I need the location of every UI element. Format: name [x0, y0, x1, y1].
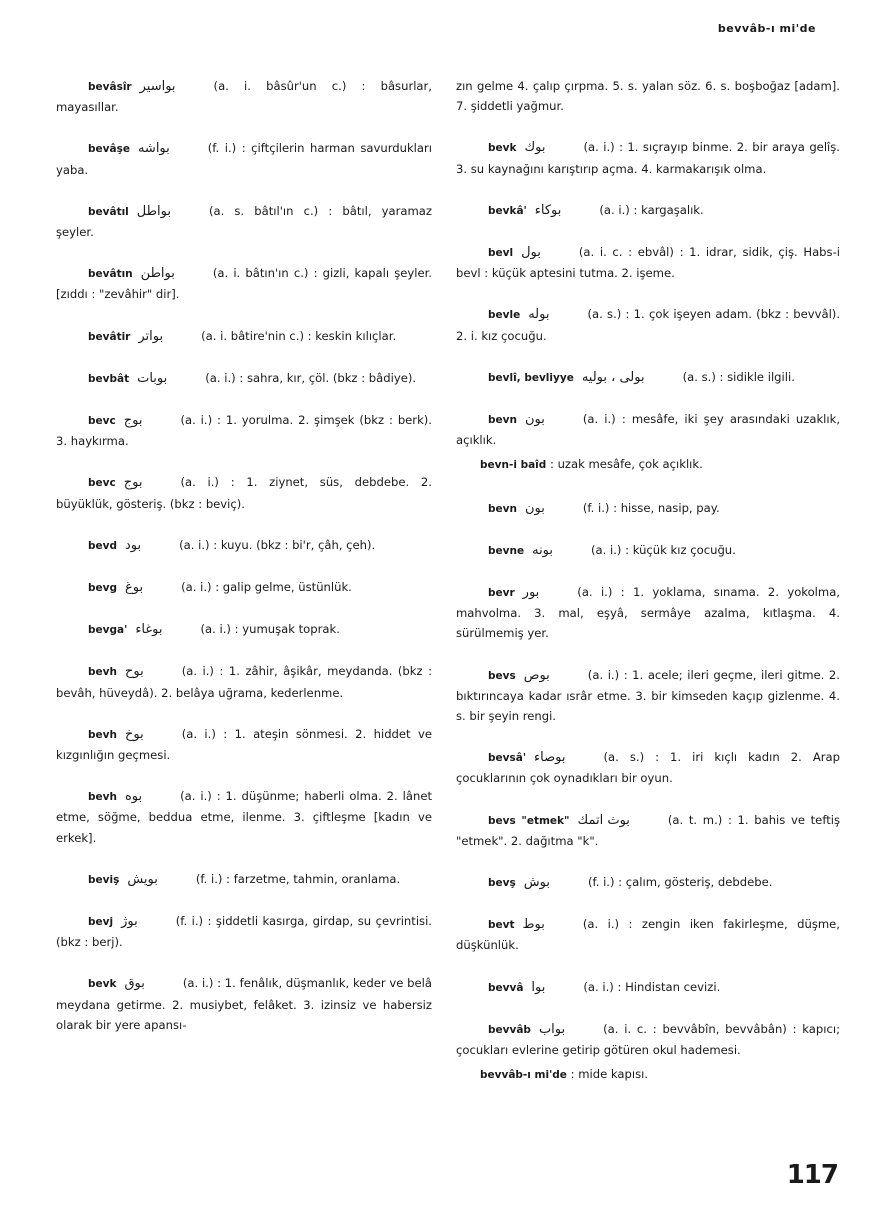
entry-headword: bevk [88, 978, 117, 991]
entry-definition: (a. i.) : 1. düşünme; haberli olma. 2. lânet etme, söğme, beddua etme, ilenme. 3. çiftleşme [kadın ve erkek]. [56, 789, 432, 845]
entry-arabic-script: بوث اتمك [577, 812, 630, 828]
entry-headword: bevlî, bevliyye [488, 371, 574, 384]
entry-headword: bevr [488, 587, 515, 600]
left-column [56, 76, 432, 1056]
entry-arabic-script: بوح [124, 664, 144, 680]
entry-headword: bevvâb-ı mi'de [480, 1069, 567, 1082]
dictionary-entry [456, 582, 840, 644]
entry-headword: bevle [488, 309, 521, 322]
entry-arabic-script: بور [522, 585, 540, 601]
entry-headword: beviş [88, 873, 120, 886]
entry-arabic-script: بوج [123, 475, 143, 491]
dictionary-entry [456, 367, 840, 388]
entry-headword: bevj [88, 916, 114, 929]
entry-headword: bevâtın [88, 268, 133, 281]
dictionary-entry [456, 977, 840, 998]
entry-arabic-script: بول [521, 245, 541, 261]
entry-definition: (a. i.) : 1. ateşin sönmesi. 2. hiddet ve kızgınlığın geçmesi. [56, 726, 432, 763]
entry-headword: bevs [488, 669, 516, 682]
dictionary-entry [56, 724, 432, 765]
entry-headword: bevvâ [488, 981, 524, 994]
entry-headword: bevn [488, 414, 517, 427]
entry-definition: : uzak mesâfe, çok açıklık. [549, 457, 703, 472]
entry-definition: (a. t. m.) : 1. bahis ve teftiş "etmek". 2. dağıtma "k". [456, 812, 840, 848]
entry-arabic-script: بود [125, 537, 142, 553]
entry-definition: (a. i.) : mesâfe, iki şey arasındaki uzaklık, açıklık. [456, 412, 840, 448]
dictionary-entry [56, 410, 432, 451]
page-number: 117 [786, 1160, 838, 1190]
entry-arabic-script: بولى ، بوليه [581, 369, 645, 385]
dictionary-entry [456, 242, 840, 283]
entry-definition: (a. i.) : 1. acele; ileri geçme, ileri gitme. 2. bıktırıncaya kadar ısrâr etme. 3. bir kimseden kaçıp gizlenme. 4. s. bir şeyin rengi. [456, 667, 840, 724]
entry-arabic-script: بواب [538, 1021, 566, 1037]
dictionary-entry [456, 498, 840, 519]
dictionary-entry [456, 747, 840, 788]
dictionary-entry [56, 263, 432, 304]
entry-arabic-script: بونه [532, 542, 554, 558]
entry-headword: bevs "etmek" [488, 814, 570, 827]
entry-headword: bevvâb [488, 1023, 531, 1036]
entry-arabic-script: بون [524, 500, 545, 516]
dictionary-entry [56, 911, 432, 952]
dictionary-entry [56, 472, 432, 513]
right-column [456, 76, 840, 1108]
entry-arabic-script: بوغاء [135, 622, 163, 638]
entry-arabic-script: بوبات [137, 370, 168, 386]
entry-headword: bevga' [88, 624, 128, 637]
entry-headword: bevkâ' [488, 204, 527, 217]
entry-arabic-script: بون [524, 412, 545, 428]
dictionary-entry [456, 1019, 840, 1060]
entry-definition: (a. i.) : galip gelme, üstünlük. [181, 580, 352, 595]
entry-arabic-script: بوك [524, 140, 546, 156]
entry-definition: zın gelme 4. çalıp çırpma. 5. s. yalan söz. 6. s. boşboğaz [adam]. 7. şiddetli yağmur. [456, 79, 840, 114]
entry-headword: bevş [488, 877, 516, 890]
entry-headword: bevh [88, 666, 117, 679]
dictionary-entry [56, 326, 432, 347]
entry-definition: (a. i.) : Hindistan cevizi. [583, 979, 721, 994]
entry-definition: (a. i.) : 1. ziynet, süs, debdebe. 2. büyüklük, gösteriş. (bkz : beviç). [56, 475, 432, 511]
dictionary-entry [456, 76, 840, 116]
dictionary-entry [56, 535, 432, 556]
entry-arabic-script: بوخ [124, 726, 144, 742]
entry-headword: bevh [88, 728, 117, 741]
dictionary-entry [456, 665, 840, 727]
entry-definition: (f. i.) : şiddetli kasırga, girdap, su çevrintisi. (bkz : berj). [56, 914, 432, 950]
entry-headword: bevh [88, 791, 117, 804]
entry-headword: bevt [488, 919, 515, 932]
entry-headword: bevâtir [88, 330, 131, 343]
entry-arabic-script: بوصاء [534, 750, 566, 766]
dictionary-entry [56, 786, 432, 848]
entry-headword: bevn [488, 502, 517, 515]
entry-headword: bevn-i baîd [480, 459, 547, 472]
entry-arabic-script: بوا [531, 979, 546, 995]
entry-arabic-script: بواشه [137, 141, 170, 157]
entry-definition: (a. s.) : 1. çok işeyen adam. (bkz : bevvâl). 2. i. kız çocuğu. [456, 307, 840, 343]
entry-definition: (a. i. bâtın'ın c.) : gizli, kapalı şeyler. [zıddı : "zevâhir" dir]. [56, 266, 432, 302]
dictionary-entry [456, 137, 840, 178]
entry-headword: bevsâ' [488, 752, 527, 765]
entry-definition: (f. i.) : hisse, nasip, pay. [582, 500, 720, 515]
dictionary-entry [456, 540, 840, 561]
entry-arabic-script: بوه [124, 789, 143, 805]
entry-arabic-script: بواطل [136, 203, 171, 219]
entry-definition: (a. i.) : küçük kız çocuğu. [591, 542, 736, 557]
dictionary-entry [456, 810, 840, 851]
entry-definition: (a. i.) : zengin iken fakirleşme, düşme, düşkünlük. [456, 917, 840, 953]
entry-headword: bevg [88, 582, 117, 595]
entry-arabic-script: بواسير [139, 79, 176, 94]
entry-arabic-script: بواتر [138, 328, 164, 344]
entry-arabic-script: بويش [127, 871, 158, 887]
entry-definition: (a. s.) : sidikle ilgili. [682, 369, 795, 384]
entry-definition: (a. s. bâtıl'ın c.) : bâtıl, yaramaz şeyler. [56, 203, 432, 240]
entry-definition: (f. i.) : çiftçilerin harman savurdukları yaba. [56, 141, 432, 177]
entry-arabic-script: بوژ [121, 914, 138, 930]
entry-headword: bevâtıl [88, 205, 129, 218]
entry-definition: (a. i.) : 1. yorulma. 2. şimşek (bkz : berk). 3. haykırma. [56, 413, 432, 449]
dictionary-entry [56, 577, 432, 598]
entry-definition: (f. i.) : çalım, gösteriş, debdebe. [587, 875, 773, 890]
dictionary-entry [56, 76, 432, 117]
entry-definition: (a. i.) : 1. zâhir, âşikâr, meydanda. (bkz : bevâh, hüveydâ). 2. belâya uğrama, kederlenme. [56, 664, 432, 700]
entry-definition: (a. i.) : kargaşalık. [599, 202, 704, 217]
entry-headword: bevâşe [88, 143, 130, 156]
entry-definition: (a. i. bâtire'nin c.) : keskin kılıçlar. [201, 328, 397, 343]
entry-definition: (a. i.) : 1. fenâlık, düşmanlık, keder ve belâ meydana getirme. 2. musiybet, felâket. 3. izinsiz ve habersiz olarak bir yere apansı- [56, 976, 432, 1032]
dictionary-entry [456, 409, 840, 450]
dictionary-entry [456, 200, 840, 221]
dictionary-entry [56, 138, 432, 179]
dictionary-entry [56, 619, 432, 640]
entry-arabic-script: بوق [124, 976, 145, 992]
dictionary-entry [56, 368, 432, 389]
entry-headword: bevc [88, 477, 116, 490]
entry-headword: bevc [88, 415, 116, 428]
dictionary-entry [56, 973, 432, 1035]
dictionary-subentry [456, 1064, 840, 1085]
entry-definition: (a. i. bâsûr'un c.) : bâsurlar, mayasıllar. [56, 79, 432, 115]
dictionary-entry [56, 661, 432, 702]
entry-arabic-script: بوج [123, 413, 143, 429]
entry-definition: (a. i. c. : bevvâbîn, bevvâbân) : kapıcı; çocukları evlerine getirip götüren okul hademesi. [456, 1021, 840, 1058]
entry-headword: bevne [488, 544, 525, 557]
entry-definition: (f. i.) : farzetme, tahmin, oranlama. [195, 871, 401, 886]
entry-arabic-script: بوله [528, 307, 550, 323]
entry-arabic-script: بوكاء [534, 202, 562, 218]
entry-arabic-script: بوغ [125, 580, 144, 596]
entry-headword: bevâsîr [88, 81, 132, 93]
dictionary-entry [456, 914, 840, 955]
dictionary-entry [56, 869, 432, 890]
dictionary-entry [456, 872, 840, 893]
entry-definition: (a. i. c. : ebvâl) : 1. idrar, sidik, çiş. Habs-i bevl : küçük aptesini tutma. 2. işeme. [456, 245, 840, 281]
entry-definition: (a. i.) : sahra, kır, çöl. (bkz : bâdiye). [205, 370, 417, 385]
entry-arabic-script: بوش [523, 875, 550, 891]
entry-definition: (a. s.) : 1. iri kıçlı kadın 2. Arap çocuklarının çok oynadıkları bir oyun. [456, 750, 840, 786]
entry-arabic-script: بوط [522, 917, 545, 933]
running-head: bevvâb-ı mi'de [717, 22, 816, 35]
dictionary-subentry [456, 454, 840, 475]
entry-definition: : mide kapısı. [570, 1067, 649, 1082]
entry-definition: (a. i.) : yumuşak toprak. [200, 622, 340, 637]
entry-arabic-script: بوص [523, 667, 550, 683]
entry-definition: (a. i.) : 1. sıçrayıp binme. 2. bir araya gelîş. 3. su kaynağını karıştırıp açma. 4. karmakarışık olma. [456, 140, 840, 176]
entry-headword: bevl [488, 247, 514, 260]
entry-headword: bevk [488, 142, 517, 155]
entry-definition: (a. i.) : 1. yoklama, sınama. 2. yokolma, mahvolma. 3. mal, eşyâ, sermâye azalma, kıtlaşma. 4. sürülmemiş yer. [456, 585, 840, 641]
dictionary-entry [56, 201, 432, 242]
entry-definition: (a. i.) : kuyu. (bkz : bi'r, çâh, çeh). [179, 537, 376, 552]
entry-arabic-script: بواطن [140, 266, 175, 282]
entry-headword: bevd [88, 539, 117, 552]
dictionary-entry [456, 304, 840, 345]
entry-headword: bevbât [88, 372, 130, 385]
